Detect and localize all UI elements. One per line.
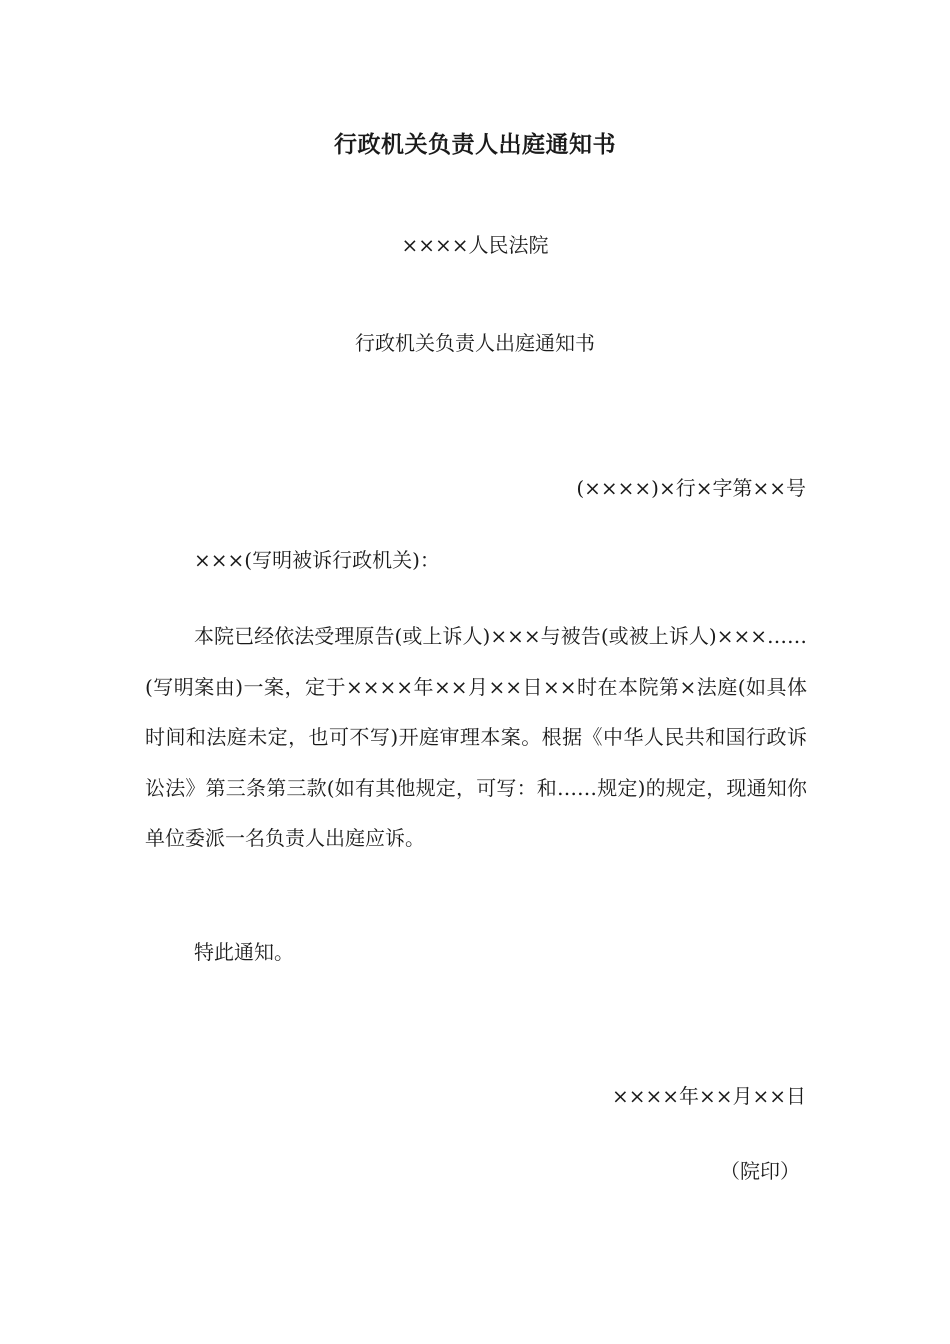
- addressee: ×××(写明被诉行政机关)：: [194, 548, 440, 572]
- issue-date: ××××年××月××日: [611, 1084, 806, 1108]
- notice-body: 本院已经依法受理原告(或上诉人)×××与被告(或被上诉人)×××……(写明案由)一案，定于××××年××月××日××时在本院第×法庭(如具体时间和法庭未定，也可不写)开庭审理本案。根据《中华人民共和国行政诉讼法》第三条第三款(如有其他规定，可写：和……规定)的规定，现通知你单位委派一名负责人出庭应诉。: [145, 624, 807, 850]
- notice-name: 行政机关负责人出庭通知书: [355, 331, 595, 355]
- court-seal-label: （院印）: [720, 1159, 800, 1183]
- closing-phrase: 特此通知。: [194, 940, 294, 964]
- court-name: ××××人民法院: [401, 233, 549, 257]
- case-number: (××××)×行×字第××号: [576, 476, 806, 500]
- document-title: 行政机关负责人出庭通知书: [334, 131, 616, 158]
